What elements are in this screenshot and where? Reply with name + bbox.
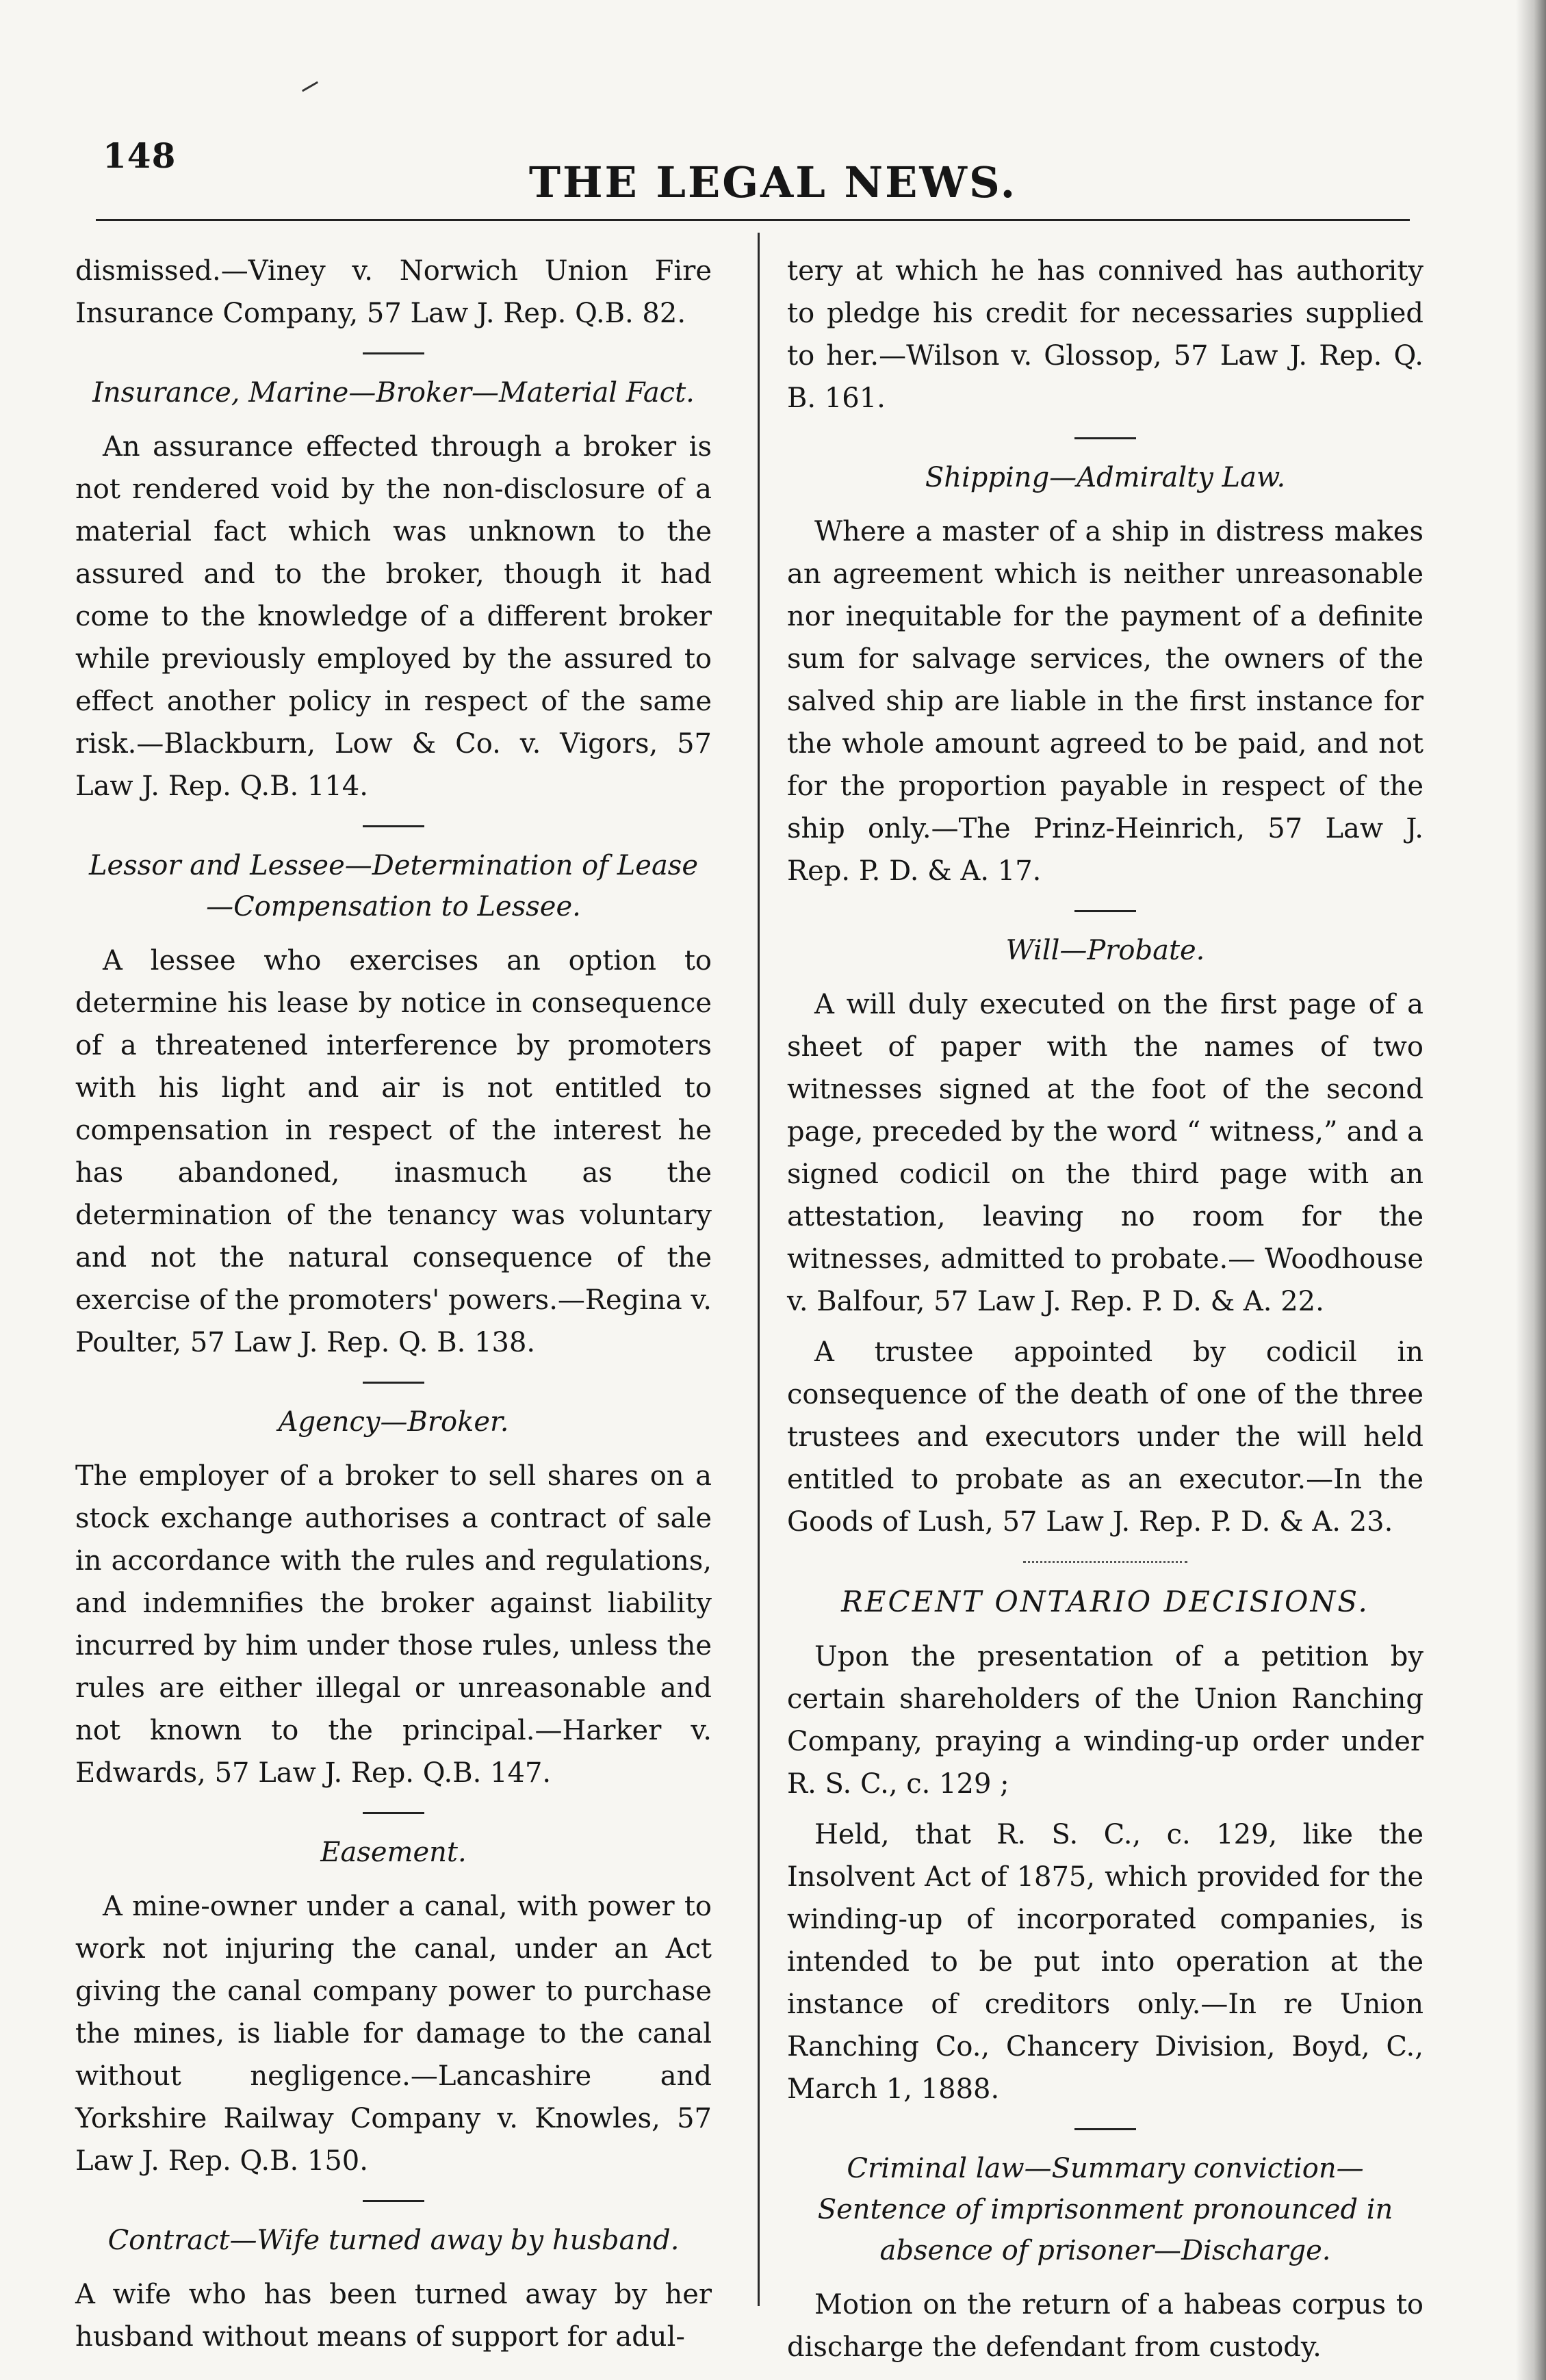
dotted-separator	[1023, 1561, 1187, 1563]
paragraph: A lessee who exercises an option to determine his lease by notice in consequence of a threatened interference by promoters with his light and air is not entitled to compensation in respect of the interest he has abandoned, inasmuch as the determination of the tenancy was voluntary and not the natural consequence of the exercise of the promoters' powers.—Regina v. Poulter, 57 Law J. Rep. Q. B. 138.	[75, 945, 712, 1358]
section-heading: Lessor and Lessee—Determination of Lease—Compensation to Lessee.	[88, 850, 699, 922]
header-rule	[96, 219, 1410, 221]
separator	[363, 1812, 424, 1814]
separator	[1074, 2128, 1136, 2130]
section-heading: Criminal law—Summary conviction—Sentence of imprisonment pronounced in absence of prisoner—Discharge.	[817, 2153, 1393, 2266]
paragraph: Motion on the return of a habeas corpus to discharge the defendant from custody.	[787, 2289, 1423, 2363]
separator	[363, 825, 424, 827]
paragraph: dismissed.—Viney v. Norwich Union Fire Insurance Company, 57 Law J. Rep. Q.B. 82.	[75, 255, 712, 329]
paragraph: Where a master of a ship in distress makes an agreement which is neither unreasonable nor inequitable for the payment of a definite sum for salvage services, the owners of the salved ship are liable in the first instance for the whole amount agreed to be paid, and not for the proportion payable in respect of the ship only.—The Prinz-Heinrich, 57 Law J. Rep. P. D. & A. 17.	[787, 516, 1423, 887]
paragraph: tery at which he has connived has authority to pledge his credit for necessaries supplied to her.—Wilson v. Glossop, 57 Law J. Rep. Q. B. 161.	[787, 255, 1423, 414]
paragraph: A trustee appointed by codicil in consequence of the death of one of the three trustees and executors under the will held entitled to probate as an executor.—In the Goods of Lush, 57 Law J. Rep. P. D. & A. 23.	[787, 1336, 1423, 1538]
separator	[363, 1382, 424, 1384]
section-heading: Insurance, Marine—Broker—Material Fact.	[92, 377, 695, 409]
separator	[1074, 437, 1136, 439]
page-number: 148	[103, 135, 177, 176]
separator	[1074, 910, 1136, 912]
paragraph: A will duly executed on the first page of a sheet of paper with the names of two witnesses signed at the foot of the second page, preceded by the word “ witness,” and a signed codicil on the third page with an attestation, leaving no room for the witnesses, admitted to probate.— Woodhouse v. Balfour, 57 Law J. Rep. P. D. & A. 22.	[787, 989, 1423, 1317]
section-heading: Contract—Wife turned away by husband.	[107, 2225, 680, 2256]
column-divider	[758, 233, 760, 2306]
paragraph: A wife who has been turned away by her husband without means of support for adul-	[75, 2279, 712, 2353]
stray-mark	[302, 81, 318, 92]
page-title: THE LEGAL NEWS.	[528, 157, 1018, 207]
section-heading: Easement.	[320, 1837, 467, 1868]
right-column	[787, 250, 1423, 2377]
paragraph: Held, that R. S. C., c. 129, like the Insolvent Act of 1875, which provided for the winding-up of incorporated companies, is intended to be put into operation at the instance of creditors only.—In re Union Ranching Co., Chancery Division, Boyd, C., March 1, 1888.	[787, 1819, 1423, 2105]
separator	[363, 2200, 424, 2202]
paragraph: A mine-owner under a canal, with power to work not injuring the canal, under an Act giving the canal company power to purchase the mines, is liable for damage to the canal without negligence.—Lancashire and Yorkshire Railway Company v. Knowles, 57 Law J. Rep. Q.B. 150.	[75, 1891, 712, 2177]
paragraph: An assurance effected through a broker is not rendered void by the non-disclosure of a material fact which was unknown to the assured and to the broker, though it had come to the knowledge of a different broker while previously employed by the assured to effect another policy in respect of the same risk.—Blackburn, Low & Co. v. Vigors, 57 Law J. Rep. Q.B. 114.	[75, 431, 712, 802]
section-heading: Will—Probate.	[1005, 935, 1205, 966]
section-heading: Shipping—Admiralty Law.	[925, 462, 1286, 493]
scan-edge	[1516, 0, 1546, 2380]
paragraph: Upon the presentation of a petition by certain shareholders of the Union Ranching Company, praying a winding-up order under R. S. C., c. 129 ;	[787, 1641, 1423, 1800]
section-title: RECENT ONTARIO DECISIONS.	[841, 1585, 1369, 1618]
section-heading: Agency—Broker.	[278, 1406, 509, 1438]
separator	[363, 352, 424, 354]
paragraph: The employer of a broker to sell shares on a stock exchange authorises a contract of sale in accordance with the rules and regulations, and indemnifies the broker against liability incurred by him under those rules, unless the rules are either illegal or unreasonable and not known to the principal.—Harker v. Edwards, 57 Law J. Rep. Q.B. 147.	[75, 1460, 712, 1789]
left-column	[75, 250, 712, 2366]
